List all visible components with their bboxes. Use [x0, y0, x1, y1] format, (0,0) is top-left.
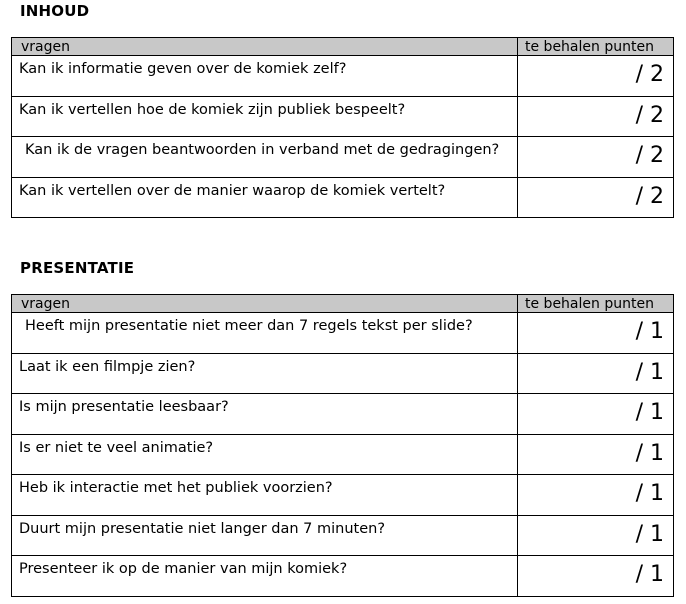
table-header-row — [12, 295, 674, 313]
points-cell: / 1 — [518, 434, 674, 475]
points-cell: / 1 — [518, 313, 674, 354]
question-cell: Kan ik de vragen beantwoorden in verband met de gedragingen? — [12, 137, 518, 178]
header-points: te behalen punten — [518, 38, 674, 56]
inhoud-table — [11, 37, 674, 218]
table-row — [12, 177, 674, 218]
section-title-presentatie: PRESENTATIE — [20, 259, 135, 277]
table-row — [12, 515, 674, 556]
table-row — [12, 137, 674, 178]
question-cell: Heb ik interactie met het publiek voorzien? — [12, 475, 518, 516]
header-questions: vragen — [12, 295, 518, 313]
points-cell: / 2 — [518, 56, 674, 97]
table-row — [12, 434, 674, 475]
points-cell: / 2 — [518, 177, 674, 218]
question-cell: Kan ik vertellen hoe de komiek zijn publiek bespeelt? — [12, 96, 518, 137]
table-row — [12, 313, 674, 354]
question-cell: Duurt mijn presentatie niet langer dan 7 minuten? — [12, 515, 518, 556]
table-row — [12, 556, 674, 597]
table-row — [12, 394, 674, 435]
points-cell: / 2 — [518, 96, 674, 137]
question-cell: Is mijn presentatie leesbaar? — [12, 394, 518, 435]
table-row — [12, 56, 674, 97]
points-cell: / 1 — [518, 475, 674, 516]
table-row — [12, 475, 674, 516]
question-cell: Heeft mijn presentatie niet meer dan 7 regels tekst per slide? — [12, 313, 518, 354]
points-cell: / 1 — [518, 556, 674, 597]
question-cell: Kan ik informatie geven over de komiek zelf? — [12, 56, 518, 97]
table-header-row — [12, 38, 674, 56]
points-cell: / 1 — [518, 353, 674, 394]
points-cell: / 2 — [518, 137, 674, 178]
question-cell: Presenteer ik op de manier van mijn komiek? — [12, 556, 518, 597]
section-title-inhoud: INHOUD — [20, 2, 90, 20]
question-cell: Kan ik vertellen over de manier waarop de komiek vertelt? — [12, 177, 518, 218]
points-cell: / 1 — [518, 515, 674, 556]
question-cell: Laat ik een filmpje zien? — [12, 353, 518, 394]
presentatie-table — [11, 294, 674, 597]
table-row — [12, 96, 674, 137]
question-cell: Is er niet te veel animatie? — [12, 434, 518, 475]
header-points: te behalen punten — [518, 295, 674, 313]
header-questions: vragen — [12, 38, 518, 56]
table-row — [12, 353, 674, 394]
points-cell: / 1 — [518, 394, 674, 435]
